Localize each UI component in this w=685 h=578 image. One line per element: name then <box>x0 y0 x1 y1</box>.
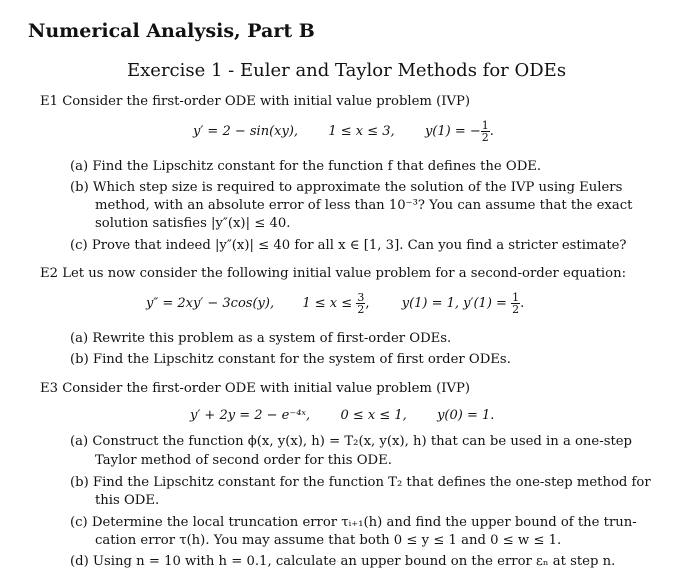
e1-eq-lhs: y′ = 2 − sin(xy), <box>193 124 299 139</box>
e2-eq-range: 1 ≤ x ≤ <box>302 296 353 311</box>
e1-eq-init-den: 2 <box>481 131 489 144</box>
e2-eq-init: y(1) = 1, y′(1) = <box>401 296 507 311</box>
e3-intro: E3 Consider the first-order ODE with initial value problem (IVP) <box>40 381 471 396</box>
e1-part-b-line1: (b) Which step size is required to approximate the solution of the IVP using Eulers <box>70 180 623 195</box>
e2-eq-init-den: 2 <box>512 303 520 316</box>
e1-equation: y′ = 2 − sin(xy), 1 ≤ x ≤ 3, y(1) = − $\frac{1}{2}$ . <box>193 119 494 144</box>
e3-eq-init: y(0) = 1. <box>437 408 495 423</box>
e2-eq-init-fraction <box>511 292 520 315</box>
e2-eq-range-fraction <box>356 292 365 315</box>
e3-part-b-line1: (b) Find the Lipschitz constant for the function T₂ that defines the one-step method for <box>70 475 651 490</box>
e1-eq-init-num: 1 <box>481 119 489 132</box>
e3-equation <box>190 408 494 423</box>
e3-eq-lhs: y′ + 2y = 2 − e⁻⁴ˣ, <box>190 408 311 423</box>
e2-eq-range-num: 3 <box>357 291 365 304</box>
e3-part-a-line2: Taylor method of second order for this ODE. <box>95 453 392 468</box>
e1-eq-init-fraction <box>481 120 490 143</box>
e2-eq-range-den: 2 <box>357 303 365 316</box>
exercise-subtitle: Exercise 1 - Euler and Taylor Methods for ODEs <box>127 60 567 81</box>
e2-eq-init-num: 1 <box>512 291 520 304</box>
e1-eq-range: 1 ≤ x ≤ 3, <box>328 124 395 139</box>
e3-part-c-line1: (c) Determine the local truncation error τᵢ₊₁(h) and find the upper bound of the trun- <box>70 515 637 530</box>
e2-part-a: (a) Rewrite this problem as a system of first-order ODEs. <box>70 331 452 346</box>
page-title: Numerical Analysis, Part B <box>28 20 315 42</box>
e2-eq-lhs: y″ = 2xy′ − 3cos(y), <box>146 296 275 311</box>
e1-eq-init: y(1) = − <box>424 124 481 139</box>
e3-part-b-line2: this ODE. <box>95 493 160 508</box>
e3-part-c-line2: cation error τ(h). You may assume that both 0 ≤ y ≤ 1 and 0 ≤ w ≤ 1. <box>95 533 562 548</box>
e3-part-d: (d) Using n = 10 with h = 0.1, calculate an upper bound on the error εₙ at step n. <box>70 554 616 569</box>
e1-part-c: (c) Prove that indeed |y″(x)| ≤ 40 for all x ∈ [1, 3]. Can you find a stricter estimate? <box>70 238 627 253</box>
e1-part-b-line3: solution satisfies |y″(x)| ≤ 40. <box>95 216 291 231</box>
e2-intro: E2 Let us now consider the following initial value problem for a second-order equation: <box>40 266 627 281</box>
e1-intro: E1 Consider the first-order ODE with initial value problem (IVP) <box>40 94 471 109</box>
e1-part-b-line2: method, with an absolute error of less than 10⁻³? You can assume that the exact <box>95 198 633 213</box>
e2-part-b: (b) Find the Lipschitz constant for the system of first order ODEs. <box>70 352 511 367</box>
e3-part-a-line1: (a) Construct the function ϕ(x, y(x), h) = T₂(x, y(x), h) that can be used in a one-step <box>70 434 633 449</box>
e2-equation: y″ = 2xy′ − 3cos(y), 1 ≤ x ≤ $\frac{3}{2}$ , y(1) = 1, y′(1) = $\frac{1}{2}$ . <box>146 291 525 316</box>
e1-part-a: (a) Find the Lipschitz constant for the function f that defines the ODE. <box>70 159 542 174</box>
e3-eq-range: 0 ≤ x ≤ 1, <box>340 408 407 423</box>
